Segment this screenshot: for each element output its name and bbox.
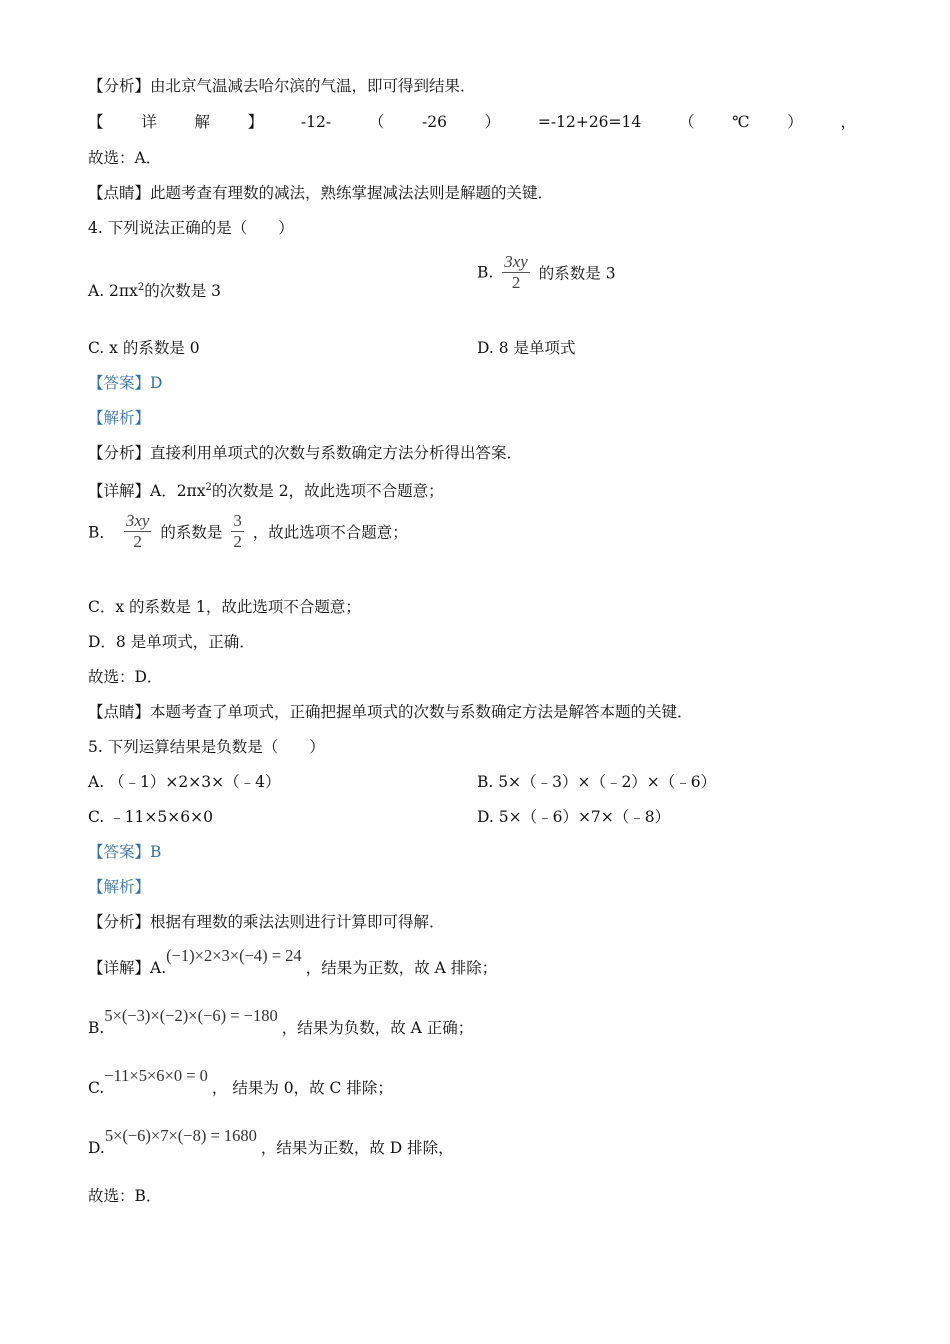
q4-question: 4. 下列说法正确的是（ ） [88, 219, 294, 237]
q5-detail-a-post: ，结果为正数，故 A 排除； [305, 959, 498, 977]
q4-detail-b [88, 511, 408, 552]
fraction-numerator: 3xy [125, 511, 150, 530]
q4-detail-c: C．x 的系数是 1，故此选项不合题意； [88, 598, 361, 616]
q3-detail [88, 112, 856, 132]
fraction-numerator: 3 [233, 511, 242, 530]
q4-detail-a-pre: 【详解】A．2πx [88, 482, 206, 501]
q4-analysis: 【分析】直接利用单项式的次数与系数确定方法分析得出答案． [88, 444, 523, 462]
q5-answer: 【答案】B [88, 843, 162, 861]
q4-option-a-sup: 2 [137, 282, 145, 293]
q4-option-a [88, 278, 221, 301]
q5-explain: 【解析】 [88, 878, 151, 896]
q4-option-b [477, 252, 616, 293]
q4-answer: 【答案】D [88, 374, 163, 392]
q4-detail-d: D．8 是单项式，正确． [88, 633, 255, 651]
q3-detail-token: =-12+26=14 [537, 113, 642, 131]
q5-detail-d [88, 1126, 454, 1158]
q4-choose: 故选：D． [88, 668, 163, 686]
q3-detail-token: 解 [194, 113, 210, 131]
q3-detail-token: ） [484, 113, 501, 131]
q3-detail-token: （ [678, 113, 695, 131]
q3-comment: 【点睛】此题考查有理数的减法，熟练掌握减法法则是解题的关键． [88, 184, 554, 202]
q5-detail-d-post: ，结果为正数，故 D 排除， [260, 1139, 454, 1157]
q4-explain: 【解析】 [88, 409, 151, 427]
q5-option-d: D. 5×（﹣6）×7×（﹣8） [477, 808, 671, 826]
q3-detail-token: ℃ [732, 113, 750, 131]
q4-option-c: C. x 的系数是 0 [88, 339, 200, 357]
q5-option-a: A. （﹣1）×2×3×（﹣4） [88, 773, 281, 791]
q5-detail-a-math: (−1)×2×3×(−4) = 24 [166, 946, 302, 965]
q4-detail-a-sup: 2 [205, 482, 212, 493]
q4-option-d: D. 8 是单项式 [477, 339, 576, 357]
q5-detail-c-post: ， 结果为 0，故 C 排除； [211, 1079, 393, 1097]
q4-detail-a [88, 478, 444, 501]
q5-option-b: B. 5×（﹣3）×（﹣2）×（﹣6） [477, 773, 717, 791]
q5-detail-c-math: −11×5×6×0 = 0 [104, 1066, 208, 1085]
q5-detail-c [88, 1066, 393, 1098]
q3-choose: 故选：A． [88, 149, 162, 167]
q5-analysis: 【分析】根据有理数的乘法法则进行计算即可得解． [88, 913, 445, 931]
q4-detail-b-mid: 的系数是 [160, 523, 223, 542]
q3-detail-token: -26 [422, 113, 447, 131]
q3-detail-token: （ [368, 113, 385, 131]
fraction-denominator: 2 [133, 532, 142, 551]
q5-question: 5. 下列运算结果是负数是（ ） [88, 738, 325, 756]
q5-choose: 故选：B． [88, 1187, 162, 1205]
q4-detail-a-post: 的次数是 2，故此选项不合题意； [211, 482, 444, 501]
q5-detail-b-math: 5×(−3)×(−2)×(−6) = −180 [104, 1006, 278, 1025]
q3-detail-token: 】 [247, 113, 264, 131]
q5-detail-a [88, 946, 498, 978]
q3-detail-token: -12- [300, 113, 332, 131]
q4-detail-b-fraction [124, 511, 152, 552]
fraction-numerator: 3xy [504, 252, 528, 271]
q4-detail-b-fraction-2 [231, 511, 244, 552]
q5-detail-b [88, 1006, 474, 1038]
fraction-denominator: 2 [511, 273, 521, 292]
q5-detail-b-label: B. [88, 1019, 105, 1037]
fraction-denominator: 2 [233, 532, 242, 551]
q4-option-a-pre: A. 2πx [88, 282, 138, 301]
q3-detail-token: ） [787, 113, 803, 131]
q5-option-c: C. ﹣11×5×6×0 [88, 808, 213, 826]
q4-option-b-label: B. [477, 263, 494, 282]
q4-option-a-post: 的次数是 3 [144, 282, 222, 301]
q5-detail-d-math: 5×(−6)×7×(−8) = 1680 [104, 1126, 257, 1145]
q3-detail-token: 详 [141, 113, 157, 131]
q4-comment: 【点睛】本题考查了单项式，正确把握单项式的次数与系数确定方法是解答本题的关键． [88, 703, 693, 721]
q5-detail-d-label: D. [88, 1139, 105, 1157]
q4-option-b-fraction [502, 252, 530, 293]
q3-analysis: 【分析】由北京气温减去哈尔滨的气温，即可得到结果． [88, 77, 476, 95]
q3-detail-token: ， [840, 113, 856, 131]
q4-option-b-post: 的系数是 3 [538, 264, 616, 283]
q5-detail-c-label: C. [88, 1079, 105, 1097]
q4-detail-b-label: B． [88, 523, 115, 542]
q5-detail-a-label: 【详解】A. [88, 959, 167, 977]
q3-detail-token: 【 [88, 113, 104, 131]
q4-detail-b-post: ，故此选项不合题意； [252, 523, 408, 542]
q5-detail-b-post: ，结果为负数，故 A 正确； [281, 1019, 474, 1037]
